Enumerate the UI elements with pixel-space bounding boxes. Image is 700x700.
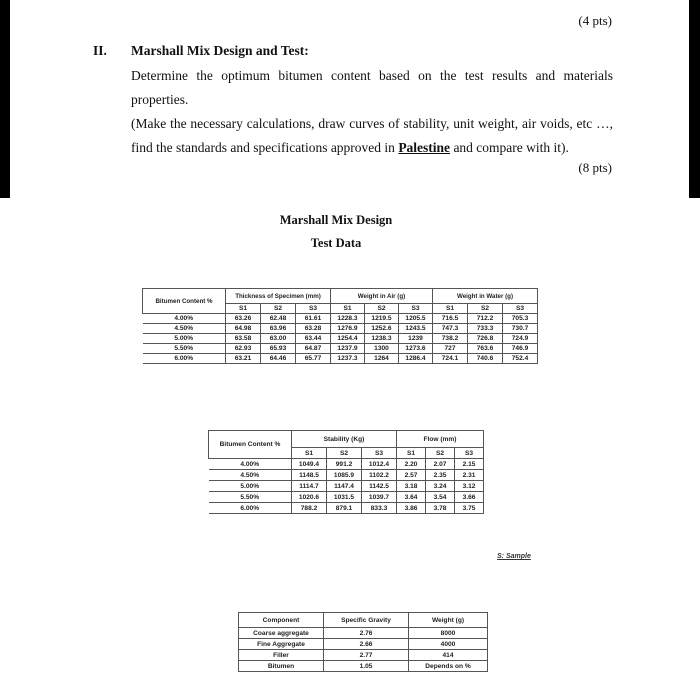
cell: 3.78: [426, 503, 455, 514]
cell: 1142.5: [362, 481, 397, 492]
cell: 1254.4: [331, 334, 365, 344]
question-title: Marshall Mix Design and Test:: [131, 43, 309, 58]
cell: 3.24: [426, 481, 455, 492]
header-stability: Stability (Kg): [292, 431, 397, 448]
table-row: [143, 324, 538, 334]
cell: 1114.7: [292, 481, 327, 492]
cell: 752.4: [503, 354, 538, 364]
question-paragraph-2: [131, 112, 613, 160]
cell: 733.3: [468, 324, 503, 334]
cell: 1237.9: [331, 344, 365, 354]
cell: 63.44: [296, 334, 331, 344]
left-border-bar: [0, 0, 10, 198]
cell: 6.00%: [209, 503, 292, 514]
cell: 738.2: [433, 334, 468, 344]
cell: 1205.5: [399, 314, 433, 324]
cell: 62.48: [261, 314, 296, 324]
cell: 1300: [365, 344, 399, 354]
cell: 716.5: [433, 314, 468, 324]
cell: 3.12: [455, 481, 484, 492]
cell: 747.3: [433, 324, 468, 334]
cell: 1276.9: [331, 324, 365, 334]
cell: 1148.5: [292, 470, 327, 481]
cell: 1.05: [324, 661, 409, 672]
cell: 3.86: [397, 503, 426, 514]
table-caption-title: Marshall Mix Design: [279, 213, 393, 227]
cell: 746.9: [503, 344, 538, 354]
cell: 724.9: [503, 334, 538, 344]
table-row: [143, 354, 538, 364]
cell: 1264: [365, 354, 399, 364]
table-header-row: [143, 289, 538, 304]
sample-header: S1: [331, 304, 365, 314]
header-bitumen-content: Bitumen Content %: [143, 289, 226, 314]
cell: 730.7: [503, 324, 538, 334]
table-row: [239, 661, 488, 672]
table-row: [239, 639, 488, 650]
cell: 2.20: [397, 459, 426, 470]
cell: 3.66: [455, 492, 484, 503]
cell: 4.00%: [143, 314, 226, 324]
cell: 1085.9: [327, 470, 362, 481]
cell: 3.75: [455, 503, 484, 514]
paragraph-2-end: and compare with it).: [450, 140, 569, 155]
cell: Depends on %: [409, 661, 488, 672]
table-row: [143, 334, 538, 344]
cell: 64.98: [226, 324, 261, 334]
cell: 2.35: [426, 470, 455, 481]
cell: 63.26: [226, 314, 261, 324]
cell: Filler: [239, 650, 324, 661]
sample-header: S3: [296, 304, 331, 314]
specimen-weights-table: [142, 288, 538, 364]
cell: 2.77: [324, 650, 409, 661]
question-number: II.: [93, 43, 107, 58]
table-header-row: [239, 613, 488, 628]
cell: 62.93: [226, 344, 261, 354]
right-border-bar: [689, 0, 700, 198]
paragraph-2-text: (Make the necessary calculations, draw curves of stability, unit weight, air voids, etc …, find the standards and specifications approved in: [131, 116, 613, 155]
sample-header: S3: [503, 304, 538, 314]
sample-header: S2: [365, 304, 399, 314]
sample-legend: S: Sample: [497, 553, 531, 560]
cell: 2.15: [455, 459, 484, 470]
cell: 63.58: [226, 334, 261, 344]
points-label-top: (4 pts): [578, 13, 612, 28]
cell: 991.2: [327, 459, 362, 470]
cell: 4000: [409, 639, 488, 650]
header-bitumen-content: Bitumen Content %: [209, 431, 292, 459]
sample-header: S3: [399, 304, 433, 314]
cell: 1102.2: [362, 470, 397, 481]
cell: 3.54: [426, 492, 455, 503]
cell: 4.50%: [209, 470, 292, 481]
sample-header: S2: [468, 304, 503, 314]
cell: 8000: [409, 628, 488, 639]
header-weight-air: Weight in Air (g): [331, 289, 433, 304]
cell: 1147.4: [327, 481, 362, 492]
table-row: [143, 314, 538, 324]
cell: 65.93: [261, 344, 296, 354]
cell: 1228.3: [331, 314, 365, 324]
cell: 61.61: [296, 314, 331, 324]
cell: 1243.5: [399, 324, 433, 334]
cell: 4.50%: [143, 324, 226, 334]
cell: 1273.6: [399, 344, 433, 354]
cell: 5.50%: [209, 492, 292, 503]
question-paragraph-1: Determine the optimum bitumen content based on the test results and materials properties.: [131, 68, 613, 107]
cell: 5.50%: [143, 344, 226, 354]
header-flow: Flow (mm): [397, 431, 484, 448]
cell: 2.66: [324, 639, 409, 650]
sample-header: S2: [426, 448, 455, 459]
cell: 1286.4: [399, 354, 433, 364]
cell: Bitumen: [239, 661, 324, 672]
cell: 1237.3: [331, 354, 365, 364]
cell: 712.2: [468, 314, 503, 324]
cell: 5.00%: [209, 481, 292, 492]
table-row: [239, 650, 488, 661]
cell: 3.64: [397, 492, 426, 503]
cell: 1252.6: [365, 324, 399, 334]
sample-header: S3: [455, 448, 484, 459]
cell: 63.21: [226, 354, 261, 364]
cell: 3.18: [397, 481, 426, 492]
cell: 414: [409, 650, 488, 661]
cell: 1049.4: [292, 459, 327, 470]
sample-header: S1: [397, 448, 426, 459]
table-row: [209, 503, 484, 514]
cell: 1238.3: [365, 334, 399, 344]
sample-header: S2: [327, 448, 362, 459]
header-thickness: Thickness of Specimen (mm): [226, 289, 331, 304]
cell: 788.2: [292, 503, 327, 514]
cell: Coarse aggregate: [239, 628, 324, 639]
points-label-bottom: (8 pts): [578, 160, 612, 175]
cell: 63.00: [261, 334, 296, 344]
header-weight-water: Weight in Water (g): [433, 289, 538, 304]
cell: 2.31: [455, 470, 484, 481]
cell: 5.00%: [143, 334, 226, 344]
stability-flow-table: [208, 430, 484, 514]
table-row: [209, 492, 484, 503]
table-caption-subtitle: Test Data: [310, 236, 362, 250]
table-row: [239, 628, 488, 639]
cell: 64.46: [261, 354, 296, 364]
sample-header: S3: [362, 448, 397, 459]
cell: 2.57: [397, 470, 426, 481]
cell: 1020.6: [292, 492, 327, 503]
table-row: [209, 459, 484, 470]
header-weight: Weight (g): [409, 613, 488, 628]
cell: 4.00%: [209, 459, 292, 470]
sample-header: S1: [226, 304, 261, 314]
cell: 1031.5: [327, 492, 362, 503]
table-row: [143, 344, 538, 354]
cell: 2.07: [426, 459, 455, 470]
cell: 63.28: [296, 324, 331, 334]
sample-header: S2: [261, 304, 296, 314]
cell: 705.3: [503, 314, 538, 324]
cell: 1039.7: [362, 492, 397, 503]
table-header-row: [209, 431, 484, 448]
header-component: Component: [239, 613, 324, 628]
cell: 879.1: [327, 503, 362, 514]
cell: 1239: [399, 334, 433, 344]
materials-table: [238, 612, 488, 672]
cell: 64.87: [296, 344, 331, 354]
sample-header: S1: [292, 448, 327, 459]
cell: 6.00%: [143, 354, 226, 364]
cell: 724.1: [433, 354, 468, 364]
cell: 726.8: [468, 334, 503, 344]
cell: 2.76: [324, 628, 409, 639]
cell: 833.3: [362, 503, 397, 514]
sample-header: S1: [433, 304, 468, 314]
cell: 763.6: [468, 344, 503, 354]
cell: 1012.4: [362, 459, 397, 470]
cell: 1219.5: [365, 314, 399, 324]
table-row: [209, 481, 484, 492]
cell: Fine Aggregate: [239, 639, 324, 650]
header-specific-gravity: Specific Gravity: [324, 613, 409, 628]
table-row: [209, 470, 484, 481]
cell: 727: [433, 344, 468, 354]
cell: 65.77: [296, 354, 331, 364]
cell: 63.96: [261, 324, 296, 334]
palestine-link-text: Palestine: [398, 140, 451, 155]
cell: 740.6: [468, 354, 503, 364]
